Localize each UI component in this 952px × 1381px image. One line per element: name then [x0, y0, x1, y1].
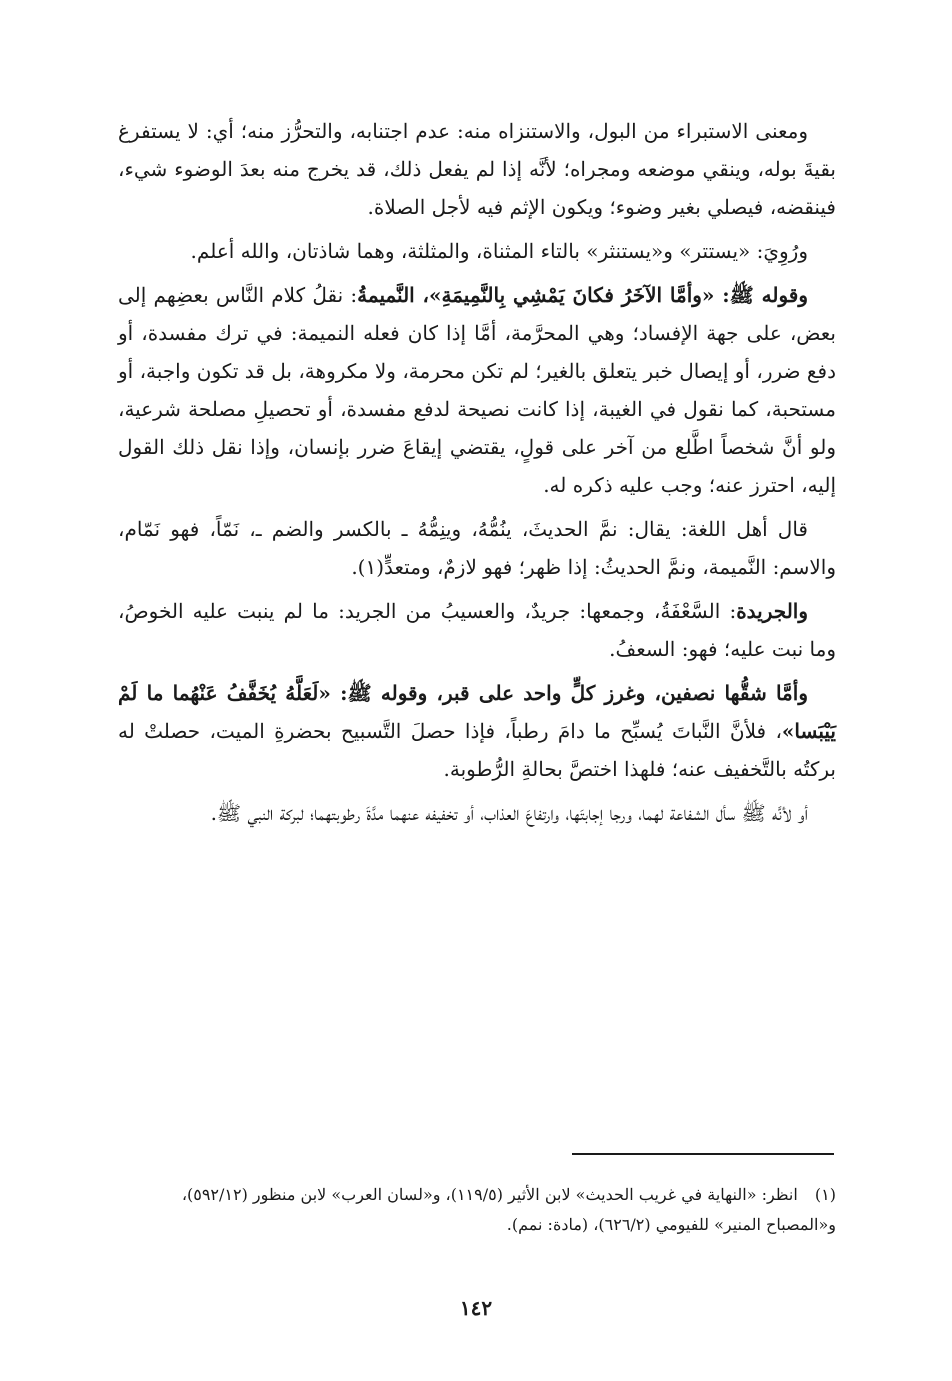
bold-phrase: وقوله ﷺ: «وأمَّا الآخَرُ فكانَ يَمْشِي بِالنَّمِيمَةِ»، النَّميمةُ: [357, 283, 809, 307]
paragraph: [118, 276, 836, 504]
text-run: ورُوِيَ: «يستتر» و«يستنثر» بالتاء المثناة، والمثلثة، وهما شاذتان، والله أعلم.: [190, 239, 808, 263]
paragraph: [118, 232, 836, 270]
main-text: [118, 112, 836, 838]
footnote-number: (١): [814, 1185, 836, 1204]
text-run: ومعنى الاستبراء من البول، والاستنزاه منه: عدم اجتنابه، والتحرُّز منه؛ أي: لا يستفرغ بقيةَ بوله، وينقي موضعه ومجراه؛ لأنَّه إذا لم يفعل ذلك، قد يخرج منه بعدَ الوضوء شيء، فينقضه، فيصلي بغير وضوء؛ ويكون الإثم فيه لأجل الصلاة.: [118, 119, 836, 219]
footnote-separator: [572, 1153, 834, 1155]
page-number: ١٤٢: [459, 1296, 493, 1320]
paragraph: [118, 592, 836, 668]
bold-phrase: وأمَّا شقُّها نصفين، وغرز كلٍّ واحد على قبر، وقوله ﷺ: «لَعَلَّهُ يُخَفَّفُ عَنْهُما ما لَمْ يَيْبَسا»: [118, 681, 836, 743]
text-run: أو لأنَّه ﷺ سأل الشفاعة لهما، ورجا إجابتَها، وارتفاعَ العذاب، أو تخفيفه عنهما مدَّةَ رطوبتهما؛ لبركة النبي ﷺ.: [210, 801, 808, 825]
footnote-text: انظر: «النهاية في غريب الحديث» لابن الأثير (١١٩/٥)، و«لسان العرب» لابن منظور (٥٩٢/١٢)، و«المصباح المنير» للفيومي (٦٢٦/٢)، (مادة: نمم).: [181, 1185, 836, 1234]
footnote: [118, 1180, 836, 1240]
text-run: : نقلُ كلام النَّاس بعضِهم إلى بعض، على جهة الإفساد؛ وهي المحرَّمة، أمَّا إذا كان فعله النميمة: في ترك مفسدة، أو دفع ضرر، أو إيصال خبر يتعلق بالغير؛ لم تكن محرمة، ولا مكروهة، بل قد تكون واجبة، أو مستحبة، كما نقول في الغيبة، إذا كانت نصيحة لدفع مفسدة، أو تحصيلِ مصلحة شرعية، ولو أنَّ شخصاً اطَّلع من آخر على قولٍ، يقتضي إيقاعَ ضرر بإنسان، وإذا نقل ذلك القول إليه، احترز عنه؛ وجب عليه ذكره له.: [118, 283, 836, 497]
text-run: : السَّعْفَةُ، وجمعها: جريدٌ، والعسيبُ من الجريد: ما لم ينبت عليه الخوصُ، وما نبت عليه؛ فهو: السعفُ.: [118, 599, 836, 661]
paragraph: [118, 794, 836, 832]
paragraph: [118, 510, 836, 586]
bold-phrase: والجريدة: [736, 599, 808, 623]
text-run: ، فلأنَّ النَّباتَ يُسبِّح ما دامَ رطباً، فإذا حصلَ التَّسبيح بحضرةِ الميت، حصلتْ له بركتُه بالتَّخفيف عنه؛ فلهذا اختصَّ بحالةِ الرُّطوبة.: [118, 719, 836, 781]
paragraph: [118, 112, 836, 226]
text-run: قال أهل اللغة: يقال: نمَّ الحديثَ، ينُمُّهُ، وينِمُّهُ ـ بالكسر والضم ـ، نَمّاً، فهو نَمّام، والاسم: النَّميمة، ونمَّ الحديثُ: إذا ظهر؛ فهو لازمٌ، ومتعدٍّ(١).: [118, 517, 836, 579]
paragraph: [118, 674, 836, 788]
